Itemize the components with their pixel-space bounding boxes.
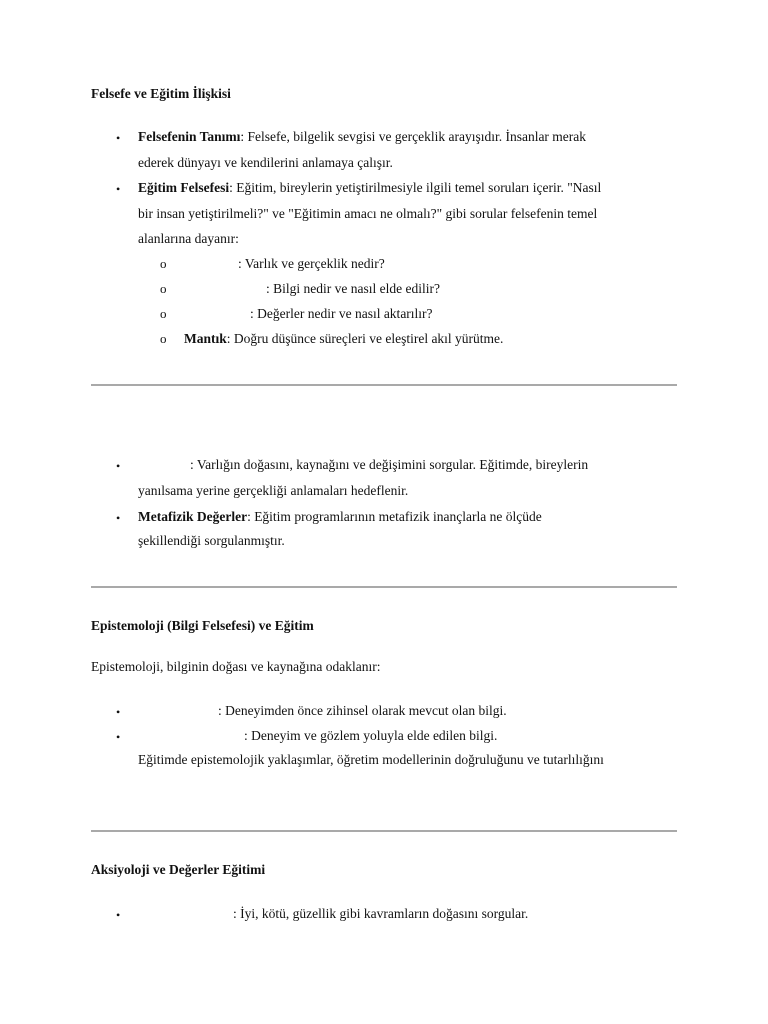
sub-bullet-icon: o	[160, 281, 167, 296]
item-aposteriori: : Deneyim ve gözlem yoluyla elde edilen bilgi.	[244, 728, 498, 743]
section-intro: Epistemoloji, bilginin doğası ve kaynağına odaklanır:	[91, 659, 381, 674]
item-text: : Eğitim programlarının metafizik inançlarla ne ölçüde	[247, 509, 542, 524]
sub-item-mantik	[184, 331, 503, 347]
item-text: : Felsefe, bilgelik sevgisi ve gerçeklik arayışıdır. İnsanlar merak	[240, 129, 587, 144]
item-metafizik-degerler-line2: şekillendiği sorgulanmıştır.	[138, 533, 285, 548]
sub-item-text: : Doğru düşünce süreçleri ve eleştirel akıl yürütme.	[226, 331, 504, 346]
item-felsefenin-tanimi-line1	[138, 129, 586, 145]
bullet-icon: •	[116, 459, 121, 473]
item-felsefenin-tanimi-line2: ederek dünyayı ve kendilerini anlamaya çalışır.	[138, 155, 393, 170]
sub-item-label: Mantık	[184, 331, 227, 346]
sub-item-aksiyoloji: : Değerler nedir ve nasıl aktarılır?	[250, 306, 433, 321]
bullet-icon: •	[116, 182, 121, 196]
sub-item-epistemoloji: : Bilgi nedir ve nasıl elde edilir?	[266, 281, 440, 296]
item-label: Metafizik Değerler	[138, 509, 248, 524]
sub-item-metafizik: : Varlık ve gerçeklik nedir?	[238, 256, 385, 271]
section-title-epistemoloji: Epistemoloji (Bilgi Felsefesi) ve Eğitim	[91, 618, 314, 633]
item-etik: : İyi, kötü, güzellik gibi kavramların doğasını sorgular.	[233, 906, 529, 921]
item-label: Eğitim Felsefesi	[138, 180, 230, 195]
item-metafizik-degerler-line1	[138, 509, 542, 525]
sub-bullet-icon: o	[160, 306, 167, 321]
continuation-text: Eğitimde epistemolojik yaklaşımlar, öğretim modellerinin doğruluğunu ve tutarlılığını	[138, 752, 604, 767]
section-divider	[91, 830, 677, 832]
bullet-icon: •	[116, 908, 121, 922]
bullet-icon: •	[116, 131, 121, 145]
item-egitim-felsefesi-line2: bir insan yetiştirilmeli?" ve "Eğitimin amacı ne olmalı?" gibi sorular felsefenin temel	[138, 206, 598, 221]
item-apriori: : Deneyimden önce zihinsel olarak mevcut olan bilgi.	[218, 703, 507, 718]
item-ontoloji-line2: yanılsama yerine gerçekliği anlamaları hedeflenir.	[138, 483, 409, 498]
item-ontoloji-line1: : Varlığın doğasını, kaynağını ve değişimini sorgular. Eğitimde, bireylerin	[190, 457, 589, 472]
section-divider	[91, 384, 677, 386]
item-egitim-felsefesi-line3: alanlarına dayanır:	[138, 231, 239, 246]
item-label: Felsefenin Tanımı	[138, 129, 241, 144]
sub-bullet-icon: o	[160, 256, 167, 271]
item-text: : Eğitim, bireylerin yetiştirilmesiyle ilgili temel soruları içerir. "Nasıl	[229, 180, 602, 195]
section-title-aksiyoloji: Aksiyoloji ve Değerler Eğitimi	[91, 862, 266, 877]
bullet-icon: •	[116, 705, 121, 719]
sub-bullet-icon: o	[160, 331, 167, 346]
section-title-felsefe-egitim: Felsefe ve Eğitim İlişkisi	[91, 86, 231, 101]
section-divider	[91, 586, 677, 588]
bullet-icon: •	[116, 511, 121, 525]
bullet-icon: •	[116, 730, 121, 744]
item-egitim-felsefesi-line1	[138, 180, 601, 196]
